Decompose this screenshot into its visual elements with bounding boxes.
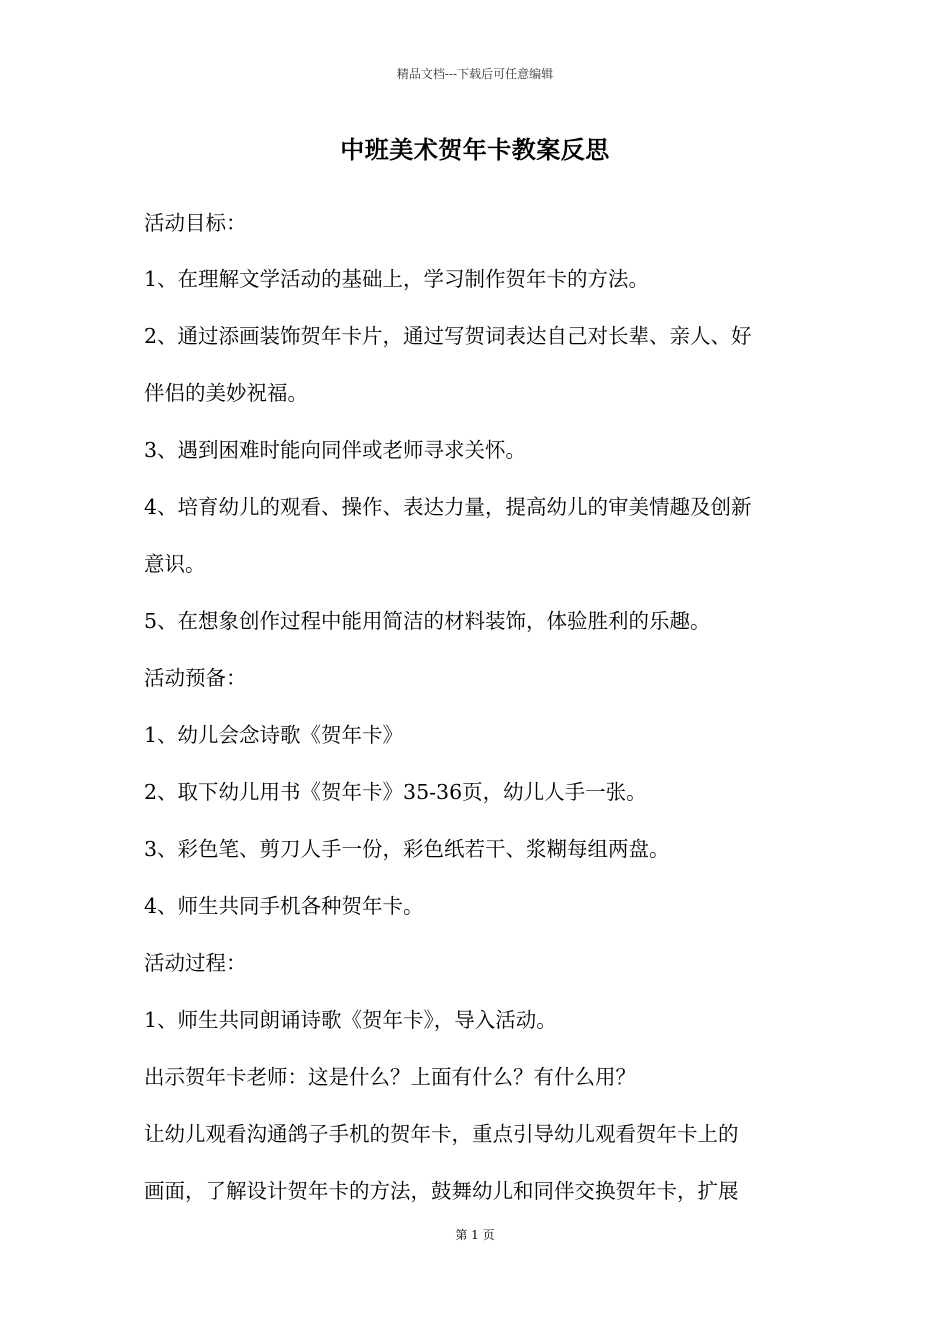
paragraph-line: 4、师生共同手机各种贺年卡。 [144,894,424,918]
paragraph-line: 3、遇到困难时能向同伴或老师寻求关怀。 [144,438,527,462]
paragraph-line: 1、师生共同朗诵诗歌《贺年卡》，导入活动。 [144,1008,557,1032]
page-header: 精品文档---下载后可任意编辑 [396,67,554,81]
document-title: 中班美术贺年卡教案反思 [340,135,610,164]
section-heading-process: 活动过程： [144,951,247,975]
paragraph-line: 2、通过添画装饰贺年卡片，通过写贺词表达自己对长辈、亲人、好 [144,324,752,348]
paragraph-line: 出示贺年卡老师：这是什么？上面有什么？有什么用？ [144,1065,636,1089]
page-number: 第 1 页 [455,1228,495,1242]
paragraph-line: 画面，了解设计贺年卡的方法，鼓舞幼儿和同伴交换贺年卡，扩展 [144,1179,739,1203]
paragraph-line: 5、在想象创作过程中能用简洁的材料装饰，体验胜利的乐趣。 [144,609,711,633]
paragraph-line: 伴侣的美妙祝福。 [144,381,308,405]
section-heading-goals: 活动目标： [144,211,247,235]
paragraph-line: 让幼儿观看沟通鸽子手机的贺年卡，重点引导幼儿观看贺年卡上的 [144,1122,739,1146]
paragraph-line: 3、彩色笔、剪刀人手一份，彩色纸若干、浆糊每组两盘。 [144,837,670,861]
section-heading-preparation: 活动预备： [144,666,247,690]
paragraph-line: 4、培育幼儿的观看、操作、表达力量，提高幼儿的审美情趣及创新 [144,495,752,519]
paragraph-line: 1、在理解文学活动的基础上，学习制作贺年卡的方法。 [144,267,650,291]
paragraph-line: 意识。 [144,552,206,576]
paragraph-line: 1、幼儿会念诗歌《贺年卡》 [144,723,404,747]
paragraph-line: 2、取下幼儿用书《贺年卡》35-36页，幼儿人手一张。 [144,780,647,804]
